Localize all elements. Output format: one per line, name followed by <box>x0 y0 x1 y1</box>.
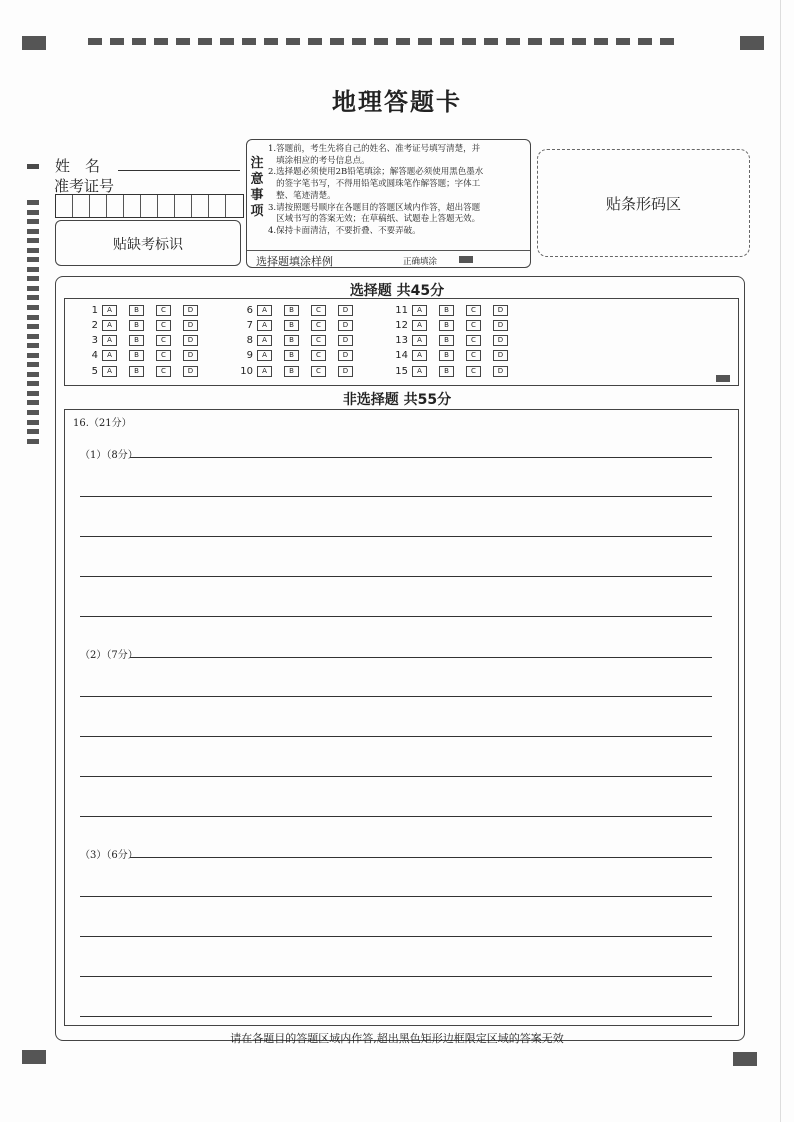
page-edge <box>780 0 781 1122</box>
mcq-question-row <box>390 305 520 316</box>
correct-fill-sample <box>459 256 473 263</box>
absent-label-text: 贴缺考标识 <box>113 237 183 253</box>
option-bubble[interactable]: B <box>129 366 144 377</box>
question-number: 2 <box>91 320 98 331</box>
mcq-question-row <box>235 366 365 377</box>
question-number: 4 <box>91 350 98 361</box>
option-bubble[interactable]: B <box>129 350 144 361</box>
option-bubble[interactable]: C <box>311 350 326 361</box>
question-number: 6 <box>246 305 253 316</box>
mcq-question-row <box>235 305 365 316</box>
answer-line[interactable] <box>80 576 712 577</box>
option-bubble[interactable]: A <box>257 305 272 316</box>
option-bubble[interactable]: C <box>466 350 481 361</box>
option-bubble[interactable]: A <box>102 350 117 361</box>
option-bubble[interactable]: A <box>412 320 427 331</box>
option-bubble[interactable]: B <box>439 320 454 331</box>
option-bubble[interactable]: A <box>257 320 272 331</box>
note-line: 填涂相应的考号信息点。 <box>268 155 370 166</box>
corner-mark-top-right <box>740 36 764 50</box>
option-bubble[interactable]: D <box>338 366 353 377</box>
mcq-question-row <box>390 320 520 331</box>
name-field[interactable] <box>118 170 240 171</box>
essay-box <box>64 409 739 1026</box>
barcode-label: 贴条形码区 <box>605 195 681 213</box>
option-bubble[interactable]: A <box>102 366 117 377</box>
note-line: 区域书写的答案无效；在草稿纸、试题卷上答题无效。 <box>268 214 481 225</box>
note-line: 的签字笔书写，不得用铅笔或圆珠笔作解答题；字体工 <box>268 179 481 190</box>
option-bubble[interactable]: C <box>466 335 481 346</box>
absent-label-box <box>55 220 241 266</box>
option-bubble[interactable]: B <box>439 350 454 361</box>
answer-line[interactable] <box>80 776 712 777</box>
mcq-question-row <box>80 335 210 346</box>
option-bubble[interactable]: C <box>156 305 171 316</box>
option-bubble[interactable]: A <box>412 335 427 346</box>
mcq-question-row <box>235 320 365 331</box>
barcode-area <box>537 149 750 257</box>
mcq-question-row <box>80 305 210 316</box>
question-16-label: 16.（21分） <box>73 418 132 429</box>
option-bubble[interactable]: A <box>412 350 427 361</box>
ticket-number-boxes[interactable] <box>55 194 244 218</box>
question-number: 14 <box>395 350 408 361</box>
note-line: 2.选择题必须使用2B铅笔填涂；解答题必须使用黑色墨水 <box>268 167 484 178</box>
answer-line[interactable] <box>80 816 712 817</box>
option-bubble[interactable]: D <box>183 320 198 331</box>
option-bubble[interactable]: B <box>439 305 454 316</box>
option-bubble[interactable]: A <box>257 350 272 361</box>
option-bubble[interactable]: B <box>129 320 144 331</box>
name-label: 姓 名 <box>55 157 101 175</box>
option-bubble[interactable]: C <box>156 335 171 346</box>
option-bubble[interactable]: D <box>183 350 198 361</box>
option-bubble[interactable]: C <box>466 366 481 377</box>
option-bubble[interactable]: C <box>311 366 326 377</box>
option-bubble[interactable]: A <box>412 366 427 377</box>
option-bubble[interactable]: D <box>183 335 198 346</box>
option-bubble[interactable]: D <box>493 366 508 377</box>
timing-marks-top <box>88 38 674 45</box>
notes-divider <box>247 250 530 251</box>
answer-line[interactable] <box>80 1016 712 1017</box>
corner-mark-bottom-right <box>733 1052 757 1066</box>
option-bubble[interactable]: A <box>257 335 272 346</box>
question-number: 5 <box>91 366 98 377</box>
option-bubble[interactable]: D <box>493 350 508 361</box>
mcq-question-row <box>390 350 520 361</box>
question-number: 12 <box>395 320 408 331</box>
part-1-first-line[interactable] <box>130 457 712 458</box>
mcq-corner-mark <box>716 375 730 382</box>
answer-line[interactable] <box>80 496 712 497</box>
option-bubble[interactable]: D <box>338 350 353 361</box>
mcq-title: 选择题 共45分 <box>349 283 445 299</box>
answer-line[interactable] <box>80 616 712 617</box>
part-3-first-line[interactable] <box>130 857 712 858</box>
option-bubble[interactable]: C <box>156 350 171 361</box>
option-bubble[interactable]: D <box>183 366 198 377</box>
mcq-question-row <box>235 335 365 346</box>
option-bubble[interactable]: C <box>466 320 481 331</box>
answer-line[interactable] <box>80 736 712 737</box>
timing-marks-left <box>27 200 39 448</box>
question-number: 9 <box>246 350 253 361</box>
option-bubble[interactable]: B <box>129 335 144 346</box>
mcq-question-row <box>390 366 520 377</box>
answer-line[interactable] <box>80 936 712 937</box>
option-bubble[interactable]: A <box>257 366 272 377</box>
option-bubble[interactable]: D <box>338 305 353 316</box>
option-bubble[interactable]: A <box>102 320 117 331</box>
question-number: 13 <box>395 335 408 346</box>
option-bubble[interactable]: D <box>183 305 198 316</box>
fill-sample-label: 选择题填涂样例 <box>256 255 333 268</box>
option-bubble[interactable]: B <box>284 320 299 331</box>
page-title: 地理答题卡 <box>332 87 462 116</box>
question-number: 7 <box>246 320 253 331</box>
option-bubble[interactable]: B <box>129 305 144 316</box>
option-bubble[interactable]: B <box>439 366 454 377</box>
option-bubble[interactable]: D <box>493 335 508 346</box>
correct-fill-label: 正确填涂 <box>403 257 438 267</box>
mcq-question-row <box>235 350 365 361</box>
notes-list <box>268 144 526 238</box>
essay-title: 非选择题 共55分 <box>342 392 452 408</box>
option-bubble[interactable]: B <box>284 350 299 361</box>
option-bubble[interactable]: D <box>338 335 353 346</box>
part-2-first-line[interactable] <box>130 657 712 658</box>
option-bubble[interactable]: A <box>102 305 117 316</box>
note-line: 1.答题前，考生先将自己的姓名、准考证号填写清楚，并 <box>268 144 481 154</box>
option-bubble[interactable]: B <box>439 335 454 346</box>
corner-mark-bottom-left <box>22 1050 46 1064</box>
note-line: 3.请按照题号顺序在各题目的答题区域内作答，超出答题 <box>268 202 481 213</box>
footer-warning: 请在各题目的答题区域内作答,超出黑色矩形边框限定区域的答案无效 <box>230 1032 564 1045</box>
option-bubble[interactable]: A <box>102 335 117 346</box>
question-number: 11 <box>395 305 408 316</box>
answer-line[interactable] <box>80 896 712 897</box>
option-bubble[interactable]: B <box>284 305 299 316</box>
question-number: 8 <box>246 335 253 346</box>
answer-line[interactable] <box>80 696 712 697</box>
mcq-question-row <box>390 335 520 346</box>
note-line: 整、笔迹清楚。 <box>268 190 336 201</box>
notes-heading: 注意事项 <box>250 156 264 219</box>
option-bubble[interactable]: C <box>311 320 326 331</box>
option-bubble[interactable]: D <box>338 320 353 331</box>
question-number: 1 <box>91 305 98 316</box>
answer-line[interactable] <box>80 976 712 977</box>
mcq-question-row <box>80 366 210 377</box>
option-bubble[interactable]: B <box>284 366 299 377</box>
part-1-label: （1）（8分） <box>80 450 138 461</box>
option-bubble[interactable]: C <box>311 305 326 316</box>
option-bubble[interactable]: C <box>156 320 171 331</box>
answer-line[interactable] <box>80 536 712 537</box>
part-3-label: （3）（6分） <box>80 850 138 861</box>
option-bubble[interactable]: A <box>412 305 427 316</box>
name-row-mark <box>27 164 39 169</box>
option-bubble[interactable]: D <box>493 305 508 316</box>
mcq-question-row <box>80 320 210 331</box>
question-number: 15 <box>395 366 408 377</box>
question-number: 10 <box>240 366 253 377</box>
option-bubble[interactable]: C <box>311 335 326 346</box>
option-bubble[interactable]: D <box>493 320 508 331</box>
option-bubble[interactable]: C <box>466 305 481 316</box>
question-number: 3 <box>91 335 98 346</box>
option-bubble[interactable]: C <box>156 366 171 377</box>
option-bubble[interactable]: B <box>284 335 299 346</box>
mcq-question-row <box>80 350 210 361</box>
ticket-number-label: 准考证号 <box>54 177 115 195</box>
note-line: 4.保持卡面清洁，不要折叠、不要弄破。 <box>268 225 421 236</box>
part-2-label: （2）（7分） <box>80 650 138 661</box>
corner-mark-top-left <box>22 36 46 50</box>
